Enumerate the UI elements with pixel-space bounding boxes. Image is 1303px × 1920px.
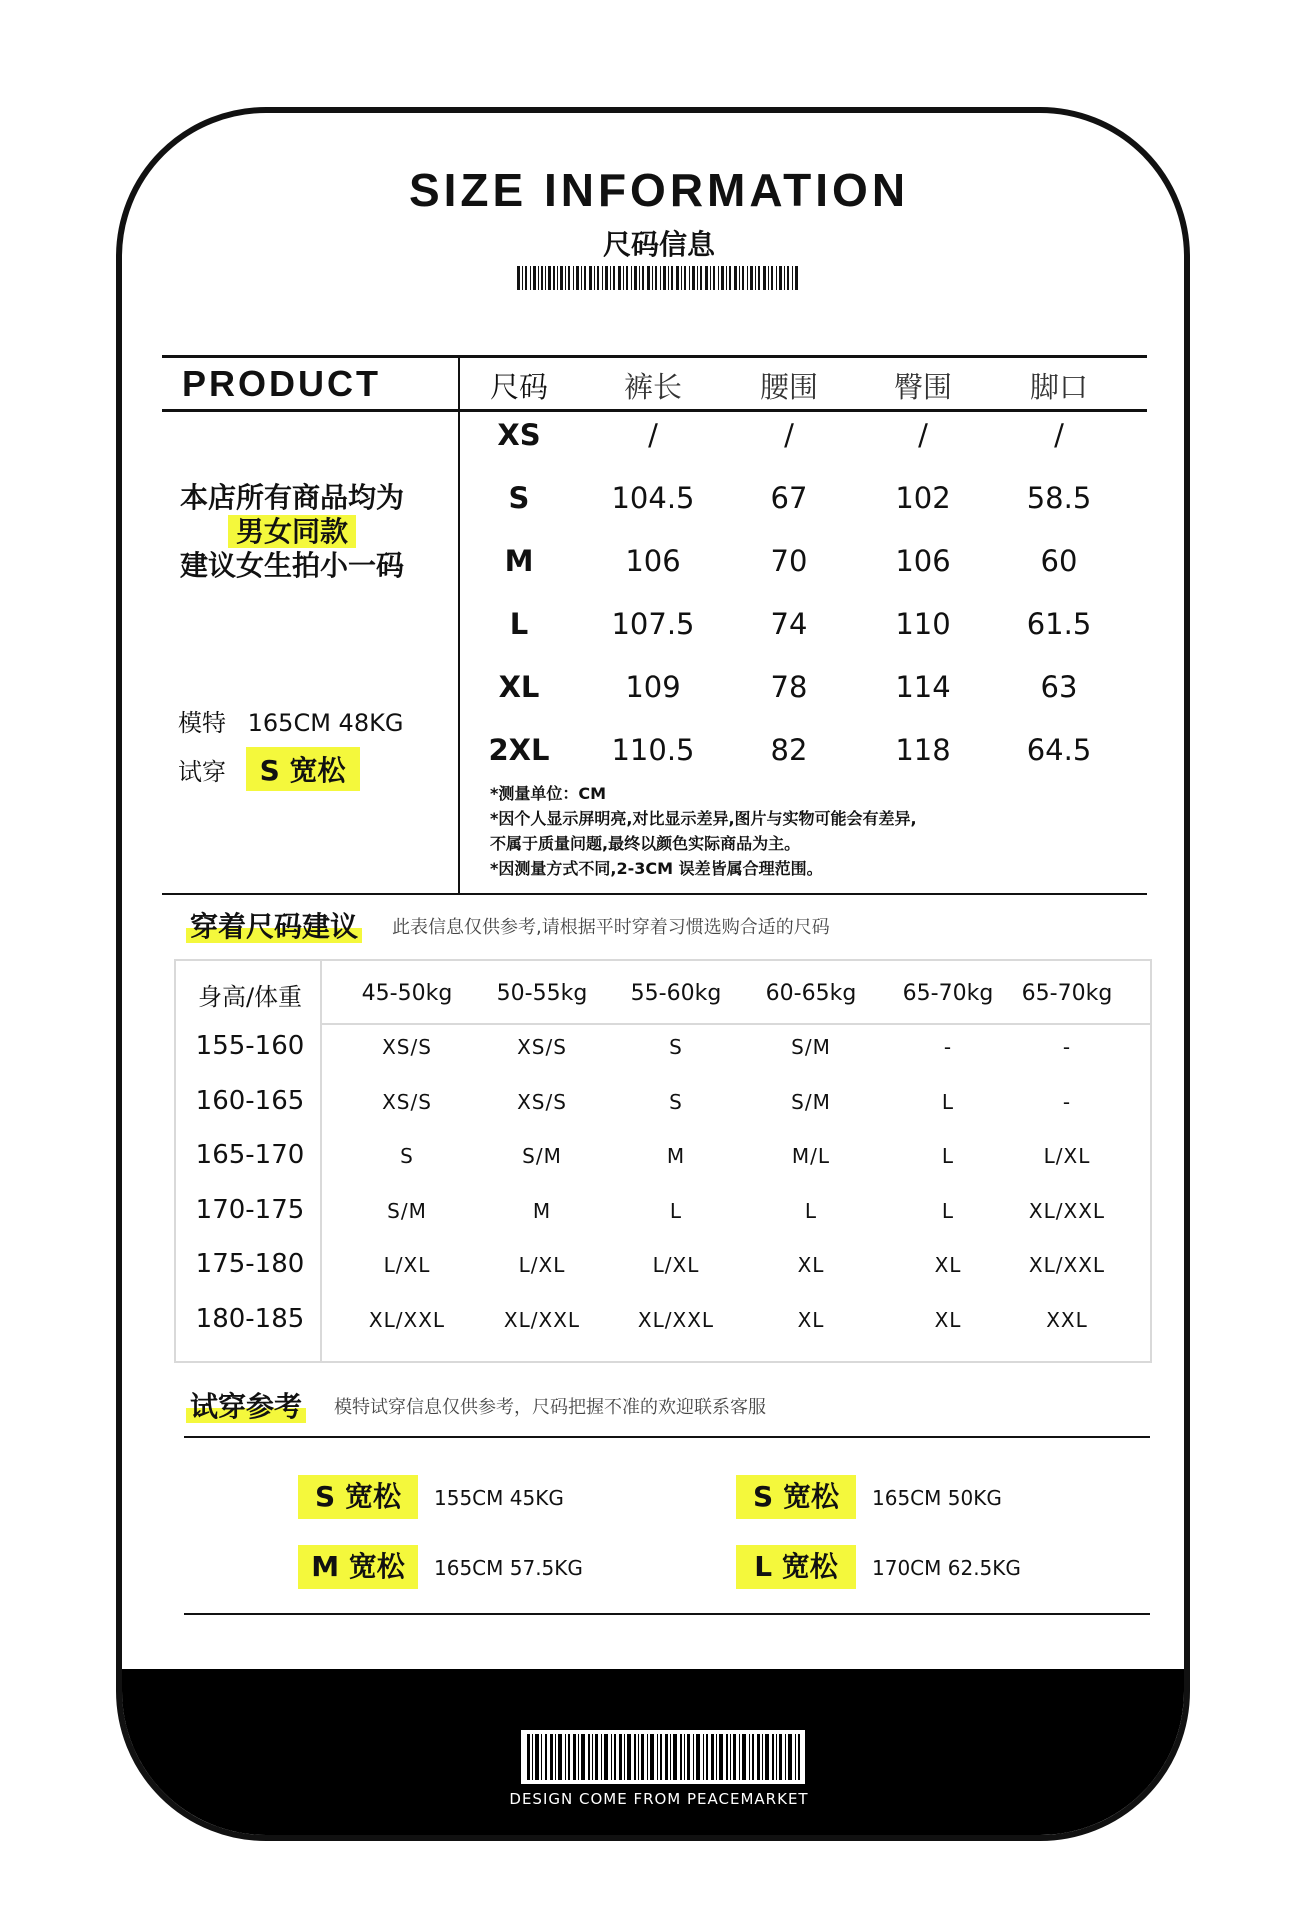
- grid-size-cell: L: [941, 1198, 955, 1223]
- tryon-badge-1: S 宽松: [298, 1475, 418, 1519]
- grid-size-cell: -: [943, 1035, 953, 1059]
- product-cell-waist: 70: [770, 544, 808, 578]
- col-header-waist: 腰围: [759, 370, 818, 404]
- col-header-hem: 脚口: [1029, 370, 1088, 404]
- product-cell-size: M: [504, 544, 534, 578]
- product-cell-length: 107.5: [611, 607, 695, 641]
- grid-size-cell: XL/XXL: [1028, 1198, 1106, 1223]
- recommend-hint: 此表信息仅供参考,请根据平时穿着习惯选购合适的尺码: [392, 917, 830, 938]
- product-cell-hip: 118: [895, 733, 951, 767]
- footer-text: DESIGN COME FROM PEACEMARKET: [509, 1790, 809, 1808]
- grid-size-cell: -: [1062, 1089, 1072, 1114]
- unisex-note: [162, 481, 422, 583]
- grid-height-label: 165-170: [195, 1140, 305, 1170]
- grid-size-cell: L/XL: [1043, 1144, 1091, 1168]
- product-cell-size: XS: [497, 418, 541, 452]
- barcode-top-icon: [517, 266, 801, 290]
- grid-weight-header: 45-50kg: [361, 981, 453, 1006]
- tryon-title: [186, 1385, 306, 1425]
- grid-size-cell: L/XL: [652, 1253, 700, 1277]
- model-try: [178, 747, 360, 791]
- tryon-top-rule: [184, 1436, 1150, 1438]
- product-cell-hip: 114: [895, 670, 951, 704]
- grid-size-cell: L: [804, 1198, 818, 1223]
- grid-corner: 身高/体重: [197, 983, 303, 1011]
- recommend-title-text: 穿着尺码建议: [186, 910, 362, 943]
- tryon-stats-2: 165CM 50KG: [872, 1486, 1002, 1510]
- model-label: 模特: [178, 709, 226, 737]
- product-label: PRODUCT: [182, 363, 381, 404]
- grid-height-label: 160-165: [195, 1085, 305, 1116]
- grid-weight-header: 60-65kg: [765, 981, 857, 1006]
- tryon-badge-3: M 宽松: [298, 1545, 418, 1589]
- product-cell-length: 106: [625, 544, 681, 578]
- grid-size-cell: M/L: [791, 1144, 831, 1168]
- product-cell-hem: 60: [1040, 544, 1078, 578]
- grid-size-cell: L: [941, 1089, 955, 1114]
- grid-size-cell: S/M: [791, 1089, 831, 1114]
- unisex-line-2-wrap: [162, 515, 422, 549]
- grid-size-cell: XL/XXL: [503, 1307, 581, 1332]
- measurement-notes: [490, 781, 917, 881]
- product-cell-length: 104.5: [611, 481, 695, 515]
- product-cell-waist: 67: [770, 481, 808, 515]
- product-cell-length: 109: [625, 670, 681, 704]
- note-1: *测量单位：CM: [490, 784, 607, 803]
- grid-weight-header: 65-70kg: [902, 981, 994, 1006]
- grid-size-cell: L: [669, 1198, 683, 1223]
- product-cell-waist: 74: [770, 607, 808, 641]
- size-card: [116, 107, 1190, 1841]
- grid-weight-header: 50-55kg: [496, 981, 588, 1006]
- grid-size-cell: XL: [797, 1253, 825, 1277]
- grid-size-cell: XXL: [1046, 1307, 1088, 1332]
- product-cell-waist: /: [784, 418, 794, 452]
- col-header-hip: 臀围: [893, 370, 952, 404]
- barcode-footer-icon: [521, 1730, 805, 1784]
- page-subtitle: 尺码信息: [602, 228, 715, 261]
- grid-height-label: 180-185: [195, 1303, 305, 1334]
- grid-size-cell: S/M: [522, 1144, 562, 1168]
- unisex-line-3: 建议女生拍小一码: [179, 549, 404, 582]
- product-top-rule: [162, 355, 1147, 358]
- product-cell-hem: 63: [1040, 670, 1078, 704]
- grid-size-cell: XS/S: [382, 1089, 432, 1114]
- col-header-length: 裤长: [623, 370, 682, 404]
- grid-size-cell: S/M: [791, 1035, 831, 1059]
- model-info: [178, 703, 403, 738]
- grid-size-cell: S: [400, 1144, 414, 1168]
- product-cell-length: /: [648, 418, 658, 452]
- product-cell-hem: 64.5: [1026, 733, 1092, 767]
- grid-size-cell: XL: [797, 1307, 825, 1332]
- grid-height-label: 155-160: [195, 1031, 305, 1061]
- tryon-title-text: 试穿参考: [186, 1390, 306, 1423]
- tryon-badge-2: S 宽松: [736, 1475, 856, 1519]
- grid-size-cell: XL/XXL: [368, 1307, 446, 1332]
- product-bottom-rule: [162, 893, 1147, 895]
- grid-weight-header: 65-70kg: [1021, 981, 1113, 1006]
- tryon-stats-4: 170CM 62.5KG: [872, 1556, 1021, 1580]
- grid-size-cell: M: [532, 1198, 552, 1223]
- product-cell-hip: 106: [895, 544, 951, 578]
- grid-col-divider: [320, 961, 322, 1361]
- note-3: 不属于质量问题,最终以颜色实际商品为主。: [490, 834, 801, 853]
- product-header-rule: [162, 409, 1147, 412]
- grid-size-cell: XL/XXL: [637, 1307, 715, 1332]
- unisex-line-2: 男女同款: [228, 515, 356, 548]
- product-cell-hip: 102: [895, 481, 951, 515]
- tryon-stats-1: 155CM 45KG: [434, 1486, 564, 1510]
- page-title: SIZE INFORMATION: [408, 164, 910, 216]
- product-cell-waist: 78: [770, 670, 808, 704]
- product-cell-hem: 61.5: [1026, 607, 1092, 641]
- grid-size-cell: L/XL: [383, 1253, 431, 1277]
- grid-size-cell: M: [666, 1144, 686, 1168]
- grid-size-cell: -: [1062, 1035, 1072, 1059]
- product-cell-waist: 82: [770, 733, 808, 767]
- tryon-badge-4: L 宽松: [736, 1545, 856, 1589]
- grid-height-label: 170-175: [195, 1194, 305, 1225]
- recommend-grid: [174, 959, 1152, 1363]
- tryon-hint: 模特试穿信息仅供参考，尺码把握不准的欢迎联系客服: [334, 1397, 766, 1418]
- grid-size-cell: S/M: [387, 1198, 427, 1223]
- product-cell-hem: /: [1054, 418, 1064, 452]
- product-cell-length: 110.5: [611, 733, 695, 767]
- grid-height-label: 175-180: [195, 1249, 305, 1279]
- grid-size-cell: S: [669, 1089, 683, 1114]
- unisex-line-1: 本店所有商品均为: [179, 481, 404, 514]
- grid-size-cell: L: [941, 1144, 955, 1168]
- note-4: *因测量方式不同,2-3CM 误差皆属合理范围。: [490, 859, 823, 878]
- product-cell-hip: 110: [895, 607, 951, 641]
- product-cell-size: 2XL: [488, 733, 550, 767]
- try-label: 试穿: [178, 758, 226, 786]
- col-header-size: 尺码: [489, 370, 548, 404]
- grid-size-cell: XL/XXL: [1028, 1253, 1106, 1277]
- product-cell-size: L: [509, 607, 529, 641]
- tryon-stats-3: 165CM 57.5KG: [434, 1556, 583, 1580]
- grid-weight-header: 55-60kg: [630, 981, 722, 1006]
- recommend-title: [186, 905, 362, 945]
- grid-size-cell: XS/S: [382, 1035, 432, 1059]
- grid-size-cell: XS/S: [517, 1089, 567, 1114]
- grid-size-cell: XS/S: [517, 1035, 567, 1059]
- note-2: *因个人显示屏明亮,对比显示差异,图片与实物可能会有差异,: [490, 809, 917, 828]
- product-cell-hip: /: [918, 418, 928, 452]
- model-stats: 165CM 48KG: [247, 709, 404, 737]
- product-cell-hem: 58.5: [1026, 481, 1092, 515]
- tryon-bottom-rule: [184, 1613, 1150, 1615]
- try-badge: S 宽松: [246, 747, 360, 791]
- grid-size-cell: XL: [934, 1307, 962, 1332]
- grid-size-cell: S: [669, 1035, 683, 1059]
- grid-size-cell: L/XL: [518, 1253, 566, 1277]
- grid-head-rule: [320, 1023, 1150, 1025]
- product-cell-size: S: [508, 481, 530, 515]
- product-cell-size: XL: [498, 670, 540, 704]
- grid-size-cell: XL: [934, 1253, 962, 1277]
